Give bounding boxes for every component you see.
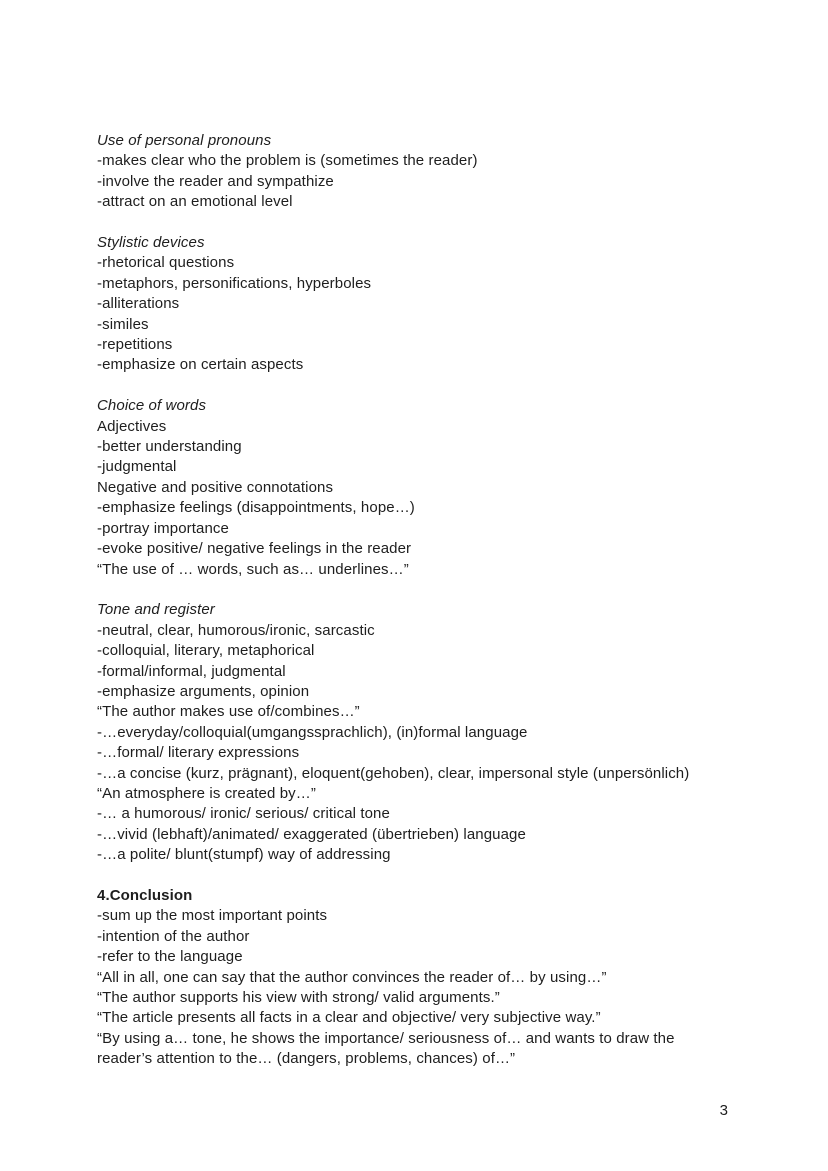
text-line: -formal/informal, judgmental bbox=[97, 662, 286, 680]
text-line: -colloquial, literary, metaphorical bbox=[97, 642, 315, 660]
text-line: -emphasize on certain aspects bbox=[97, 356, 304, 374]
page-number: 3 bbox=[719, 1102, 728, 1119]
section-heading-stylistic-devices: Stylistic devices bbox=[97, 234, 205, 252]
text-line: “The author supports his view with strong/ valid arguments.” bbox=[97, 989, 500, 1006]
text-line: -metaphors, personifications, hyperboles bbox=[97, 274, 372, 292]
section-heading-conclusion: 4.Conclusion bbox=[97, 886, 193, 904]
text-line: -…a polite/ blunt(stumpf) way of addressing bbox=[97, 846, 391, 864]
text-line: -better understanding bbox=[97, 438, 242, 456]
text-line: -evoke positive/ negative feelings in the reader bbox=[97, 540, 412, 558]
text-line: -…vivid (lebhaft)/animated/ exaggerated (übertrieben) language bbox=[97, 825, 526, 843]
text-line: -…formal/ literary expressions bbox=[97, 744, 300, 762]
text-line: reader’s attention to the… (dangers, problems, chances) of…” bbox=[97, 1050, 516, 1068]
text-line: -repetitions bbox=[97, 336, 173, 354]
section-stylistic-devices bbox=[97, 233, 762, 376]
document-body bbox=[97, 131, 762, 1070]
text-line: -emphasize feelings (disappointments, hope…) bbox=[97, 499, 415, 517]
text-line: “The author makes use of/combines…” bbox=[97, 703, 360, 721]
text-line: -sum up the most important points bbox=[97, 907, 328, 925]
section-conclusion bbox=[97, 886, 762, 1070]
text-line: -makes clear who the problem is (sometimes the reader) bbox=[97, 152, 478, 170]
text-line: -judgmental bbox=[97, 458, 177, 476]
text-line: “All in all, one can say that the author convinces the reader of… by using…” bbox=[97, 968, 607, 986]
text-line: -…everyday/colloquial(umgangssprachlich), (in)formal language bbox=[97, 723, 528, 741]
text-line: “The use of … words, such as… underlines…” bbox=[97, 560, 409, 578]
section-heading-choice-of-words: Choice of words bbox=[97, 397, 207, 415]
section-heading-tone-and-register: Tone and register bbox=[97, 601, 215, 619]
text-line: -portray importance bbox=[97, 519, 229, 537]
text-line: -similes bbox=[97, 315, 149, 333]
text-line: -… a humorous/ ironic/ serious/ critical tone bbox=[97, 805, 390, 823]
text-line: Adjectives bbox=[97, 417, 167, 435]
text-line: “By using a… tone, he shows the importance/ seriousness of… and wants to draw the bbox=[97, 1029, 675, 1047]
text-line: -emphasize arguments, opinion bbox=[97, 682, 310, 700]
text-line: “The article presents all facts in a clear and objective/ very subjective way.” bbox=[97, 1009, 601, 1027]
text-line: -alliterations bbox=[97, 295, 180, 313]
text-line: -…a concise (kurz, prägnant), eloquent(gehoben), clear, impersonal style (unpersönlich) bbox=[97, 764, 690, 782]
section-use-of-personal-pronouns bbox=[97, 131, 762, 213]
text-line: -rhetorical questions bbox=[97, 254, 235, 272]
text-line: “An atmosphere is created by…” bbox=[97, 784, 316, 802]
text-line: -attract on an emotional level bbox=[97, 193, 293, 211]
text-line: Negative and positive connotations bbox=[97, 478, 334, 496]
text-line: -neutral, clear, humorous/ironic, sarcastic bbox=[97, 621, 375, 639]
text-line: -intention of the author bbox=[97, 927, 250, 945]
section-tone-and-register bbox=[97, 600, 762, 865]
text-line: -involve the reader and sympathize bbox=[97, 172, 334, 190]
section-heading-use-of-personal-pronouns: Use of personal pronouns bbox=[97, 132, 272, 149]
text-line: -refer to the language bbox=[97, 948, 243, 966]
section-choice-of-words bbox=[97, 396, 762, 580]
